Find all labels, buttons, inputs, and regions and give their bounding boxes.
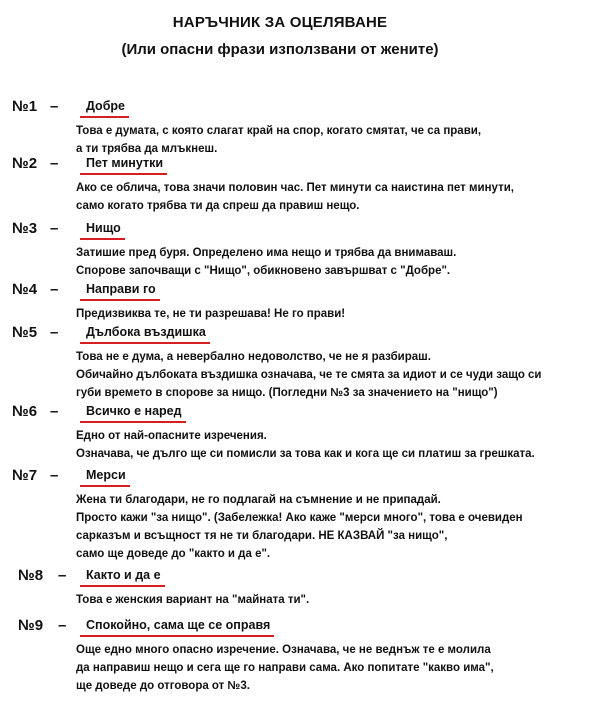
entry-number: №5 [12,324,38,341]
entry-dash: – [50,324,59,341]
description-line: да направиш нещо и сега ще го направи сама. Ако попитате "какво има", [76,662,494,674]
entry-dash: – [50,220,59,237]
entry-dash: – [50,281,59,298]
description-line: само когато трябва ти да спреш да правиш нещо. [76,200,360,212]
entry-dash: – [58,617,67,634]
phrase-underline [80,485,130,487]
description-line: а ти трябва да млъкнеш. [76,143,218,155]
entry-number: №8 [18,567,44,584]
phrase-underline [80,238,125,240]
entry-phrase [86,282,156,296]
page-subtitle: (Или опасни фрази използвани от жените) [121,41,439,58]
entry-phrase [86,568,161,582]
description-line: Предизвиква те, не ти разрешава! Не го прави! [76,308,346,320]
entry-phrase [86,468,126,482]
entry-number: №6 [12,403,38,420]
description-line: Едно от най-опасните изречения. [76,430,267,442]
entry-number: №1 [12,98,38,115]
phrase-underline [80,173,167,175]
description-line: Това не е дума, а невербално недоволство, че не я разбираш. [76,351,431,363]
description-line: ще доведе до отговора от №3. [76,680,250,692]
phrase-underline [80,421,186,423]
phrase-underline [80,585,165,587]
entry-dash: – [50,403,59,420]
entry-number: №4 [12,281,38,298]
entry-description [76,641,494,695]
description-line: губи времето в спорове за нищо. (Погледни №3 за значението на "нищо") [76,387,498,399]
entry-dash: – [50,155,59,172]
phrase-underline [80,635,274,637]
entry-phrase-text: Нищо [86,221,121,235]
description-line: Това е думата, с която слагат край на спор, когато смятат, че са прави, [76,125,482,137]
phrase-underline [80,116,129,118]
entry-description [76,179,514,215]
entry-phrase-text: Пет минутки [86,156,164,170]
entry-dash: – [50,98,59,115]
entry-number: №2 [12,155,38,172]
description-line: Това е женския вариант на "майната ти". [76,594,310,606]
entry-description [76,244,456,280]
phrase-underline [80,342,210,344]
phrase-underline [80,299,160,301]
entry-phrase-text: Както и да е [86,568,161,582]
description-line: Ако се облича, това значи половин час. Пет минути са наистина пет минути, [76,182,514,194]
description-line: Обичайно дълбоката въздишка означава, че те смята за идиот и се чуди защо си [76,369,542,381]
entry-description [76,491,523,563]
description-line: Още едно много опасно изречение. Означава, че не веднъж те е молила [76,644,491,656]
description-line: само ще доведе до "както и да е". [76,548,271,560]
entry-phrase-text: Спокойно, сама ще се оправя [86,618,271,632]
entry-phrase-text: Направи го [86,282,156,296]
description-line: Жена ти благодари, не го подлагай на съмнение и не припадай. [76,494,441,506]
entry-dash: – [58,567,67,584]
entry-phrase-text: Всичко е наред [86,404,182,418]
entry-number: №3 [12,220,38,237]
entry-phrase [86,99,125,113]
page-title: НАРЪЧНИК ЗА ОЦЕЛЯВАНЕ [172,14,388,31]
entry-phrase-text: Мерси [86,468,126,482]
description-line: Спорове започващи с "Нищо", обикновено завършват с "Добре". [76,265,451,277]
title-block [0,14,600,58]
entry-phrase [86,404,182,418]
entry-description [76,427,535,463]
entry-description [76,305,345,323]
entry-description [76,122,481,158]
description-line: Просто кажи "за нищо". (Забележка! Ако каже "мерси много", това е очевиден [76,512,523,524]
entry-phrase [86,221,121,235]
description-line: Затишие пред буря. Определено има нещо и трябва да внимаваш. [76,247,457,259]
entry-description [76,348,542,402]
entry-description [76,591,309,609]
entry-phrase [86,325,206,339]
description-line: сарказъм и всъщност тя не ти благодари. НЕ КАЗВАЙ "за нищо", [76,530,448,542]
entry-phrase [86,156,163,170]
entry-number: №7 [12,467,38,484]
entry-phrase-text: Добре [86,99,126,113]
entry-number: №9 [18,617,44,634]
description-line: Означава, че дълго ще си помисли за това как и кога ще си платиш за грешката. [76,448,535,460]
entry-phrase [86,618,270,632]
entry-phrase-text: Дълбока въздишка [86,325,206,339]
entry-dash: – [50,467,59,484]
